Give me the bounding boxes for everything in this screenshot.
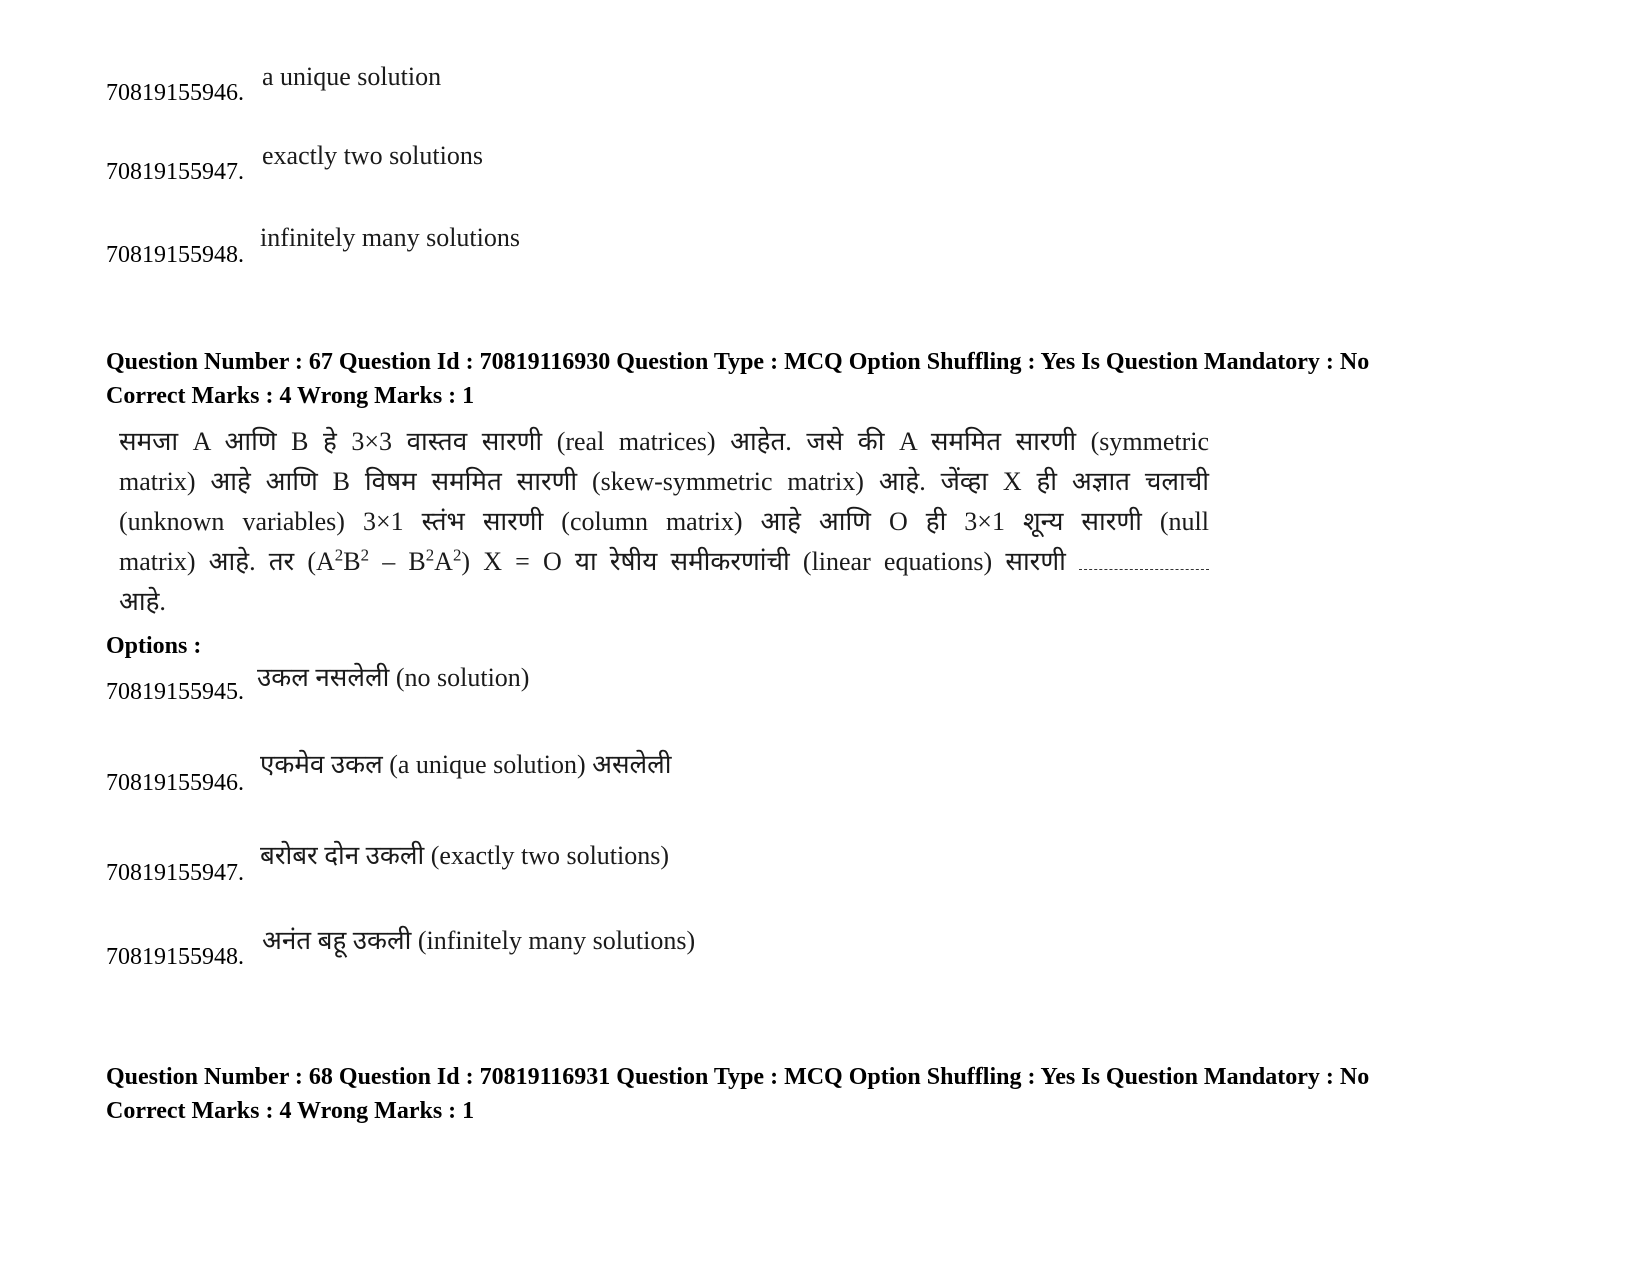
question-67-meta (106, 345, 1369, 413)
question-68-meta (106, 1060, 1369, 1128)
text-segment: – B (369, 547, 426, 576)
text-segment: ) X = O या रेषीय समीकरणांची (linear equations) सारणी (461, 547, 1066, 576)
options-label: Options : (106, 633, 202, 659)
question-text-line: समजा A आणि B हे 3×3 वास्तव सारणी (real matrices) आहेत. जसे की A सममित सारणी (symmetric (119, 427, 1209, 456)
answer-blank (1079, 549, 1209, 570)
question-67-meta-line1: Question Number : 67 Question Id : 70819116930 Question Type : MCQ Option Shuffling : Yes Is Question Mandatory : No (106, 349, 1370, 375)
superscript: 2 (360, 545, 370, 565)
text-segment: matrix) आहे. तर (A (119, 547, 335, 576)
superscript: 2 (452, 545, 462, 565)
option-text: infinitely many solutions (260, 223, 520, 252)
question-text-line: आहे. (119, 587, 166, 616)
option-id: 70819155946. (106, 80, 244, 106)
superscript: 2 (425, 545, 435, 565)
option-id: 70819155948. (106, 944, 244, 970)
text-segment: A (434, 547, 453, 576)
option-text: उकल नसलेली (no solution) (257, 663, 530, 692)
option-id: 70819155945. (106, 679, 244, 705)
text-segment: B (343, 547, 361, 576)
option-id: 70819155947. (106, 860, 244, 886)
question-67-meta-line2: Correct Marks : 4 Wrong Marks : 1 (106, 383, 475, 409)
question-text-line: (unknown variables) 3×1 स्तंभ सारणी (column matrix) आहे आणि O ही 3×1 शून्य सारणी (null (119, 507, 1209, 536)
option-id: 70819155947. (106, 159, 244, 185)
question-68-meta-line2: Correct Marks : 4 Wrong Marks : 1 (106, 1098, 475, 1124)
question-68-meta-line1: Question Number : 68 Question Id : 70819116931 Question Type : MCQ Option Shuffling : Yes Is Question Mandatory : No (106, 1064, 1370, 1090)
option-id: 70819155946. (106, 770, 244, 796)
option-id: 70819155948. (106, 242, 244, 268)
option-text: एकमेव उकल (a unique solution) असलेली (260, 750, 672, 779)
option-text: अनंत बहू उकली (infinitely many solutions) (262, 926, 696, 955)
question-text-line: matrix) आहे आणि B विषम सममित सारणी (skew-symmetric matrix) आहे. जेंव्हा X ही अज्ञात चलाची (119, 467, 1209, 496)
question-67-text (119, 422, 1209, 622)
question-text-line (119, 542, 1209, 582)
option-text: a unique solution (262, 62, 442, 91)
option-text: exactly two solutions (262, 141, 483, 170)
superscript: 2 (334, 545, 344, 565)
option-text: बरोबर दोन उकली (exactly two solutions) (260, 841, 670, 870)
